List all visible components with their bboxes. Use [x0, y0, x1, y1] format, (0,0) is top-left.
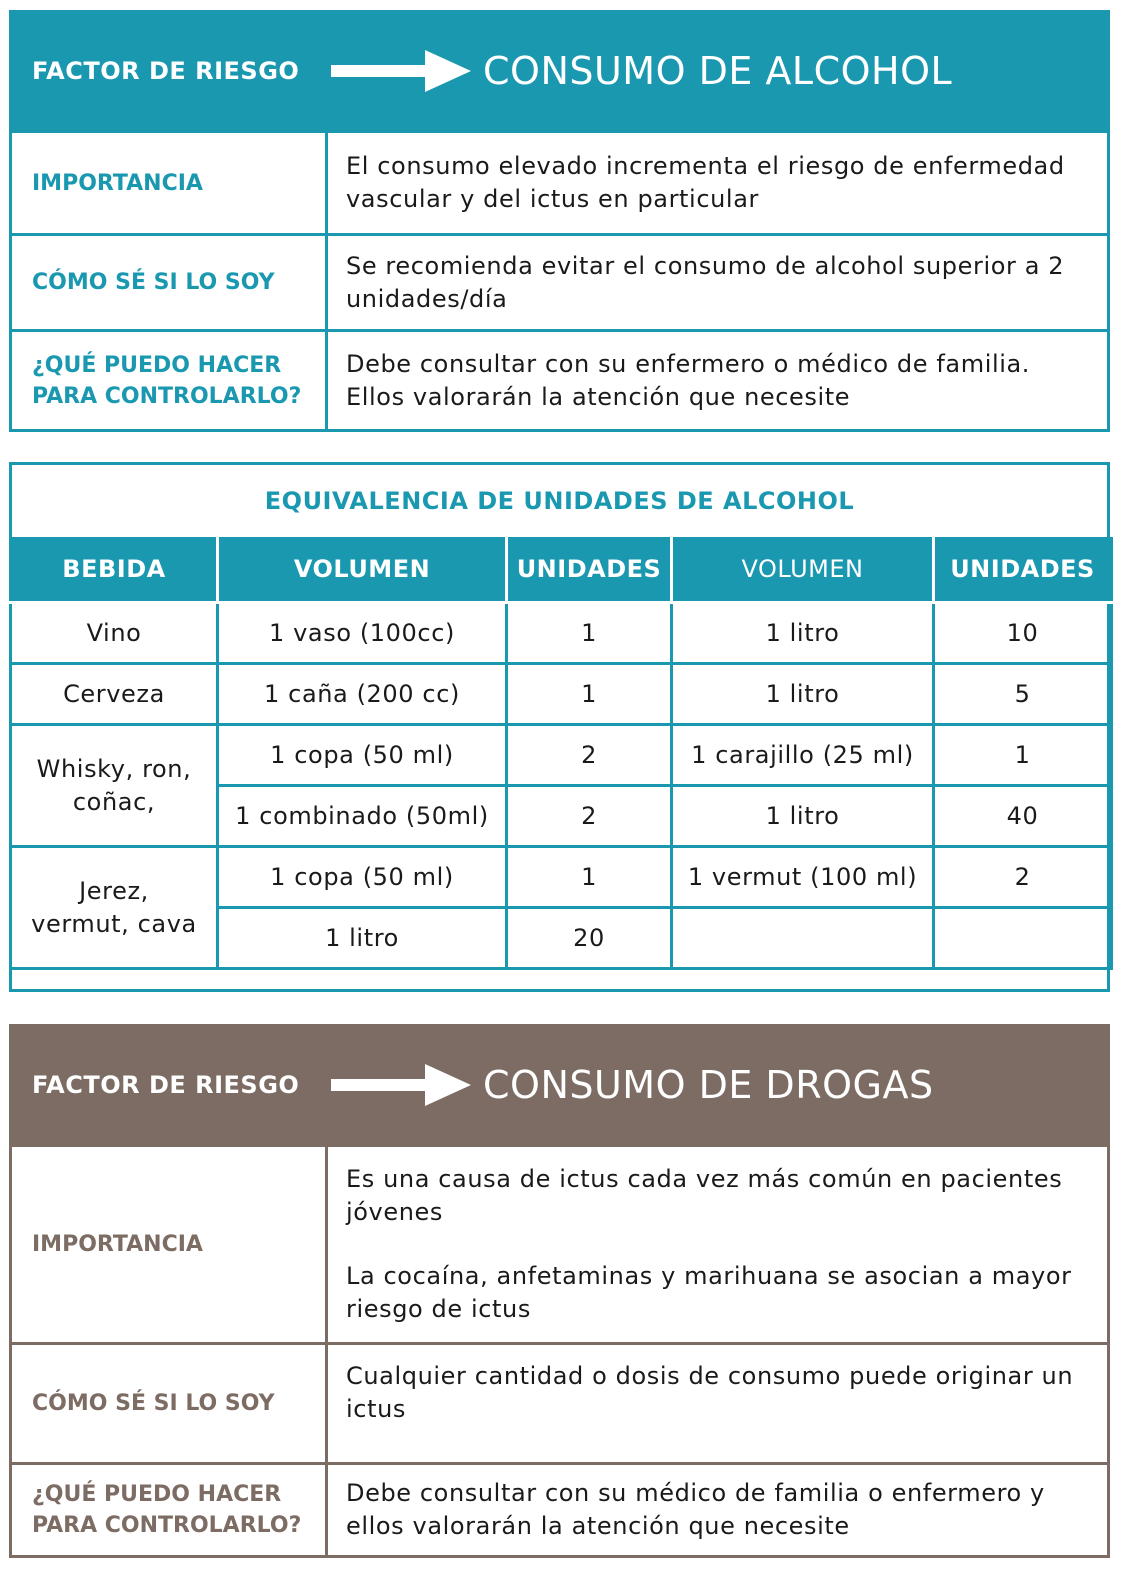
table-row	[11, 1146, 1109, 1344]
drink-whisky: Whisky, ron, coñac,	[11, 725, 218, 847]
cell-units-2: 5	[934, 664, 1112, 725]
alcohol-units-equivalence	[9, 462, 1110, 992]
alcohol-header-band	[9, 10, 1110, 132]
table-row	[11, 132, 1109, 235]
row-text-que-hacer: Debe consultar con su médico de familia o enfermero y ellos valorarán la atención que necesite	[327, 1464, 1109, 1557]
row-label-como-se: CÓMO SÉ SI LO SOY	[11, 1344, 327, 1464]
cell-units-2: 1	[934, 725, 1112, 786]
alcohol-kicker: FACTOR DE RIESGO	[32, 57, 300, 85]
cell-units-2: 2	[934, 847, 1112, 908]
cell-units: 2	[507, 725, 672, 786]
cell-volume: 1 caña (200 cc)	[218, 664, 507, 725]
header-volumen-2: VOLUMEN	[672, 537, 934, 603]
cell-volume-2: 1 litro	[672, 664, 934, 725]
table-header-row	[11, 537, 1112, 603]
header-volumen: VOLUMEN	[218, 537, 507, 603]
drugs-kicker: FACTOR DE RIESGO	[32, 1071, 300, 1099]
importancia-paragraph-2: La cocaína, anfetaminas y marihuana se asocian a mayor riesgo de ictus	[346, 1262, 1072, 1323]
equivalence-table	[9, 537, 1113, 970]
header-unidades: UNIDADES	[507, 537, 672, 603]
cell-units: 1	[507, 603, 672, 664]
row-text-importancia: El consumo elevado incrementa el riesgo de enfermedad vascular y del ictus en particular	[327, 132, 1109, 235]
drink-cerveza: Cerveza	[11, 664, 218, 725]
drugs-risk-card	[9, 1024, 1110, 1560]
row-label-importancia: IMPORTANCIA	[11, 1146, 327, 1344]
table-row	[11, 603, 1112, 664]
cell-volume: 1 combinado (50ml)	[218, 786, 507, 847]
alcohol-risk-table	[9, 130, 1110, 432]
importancia-paragraph-1: Es una causa de ictus cada vez más común en pacientes jóvenes	[346, 1165, 1063, 1226]
cell-volume-2: 1 vermut (100 ml)	[672, 847, 934, 908]
cell-units-2	[934, 908, 1112, 969]
row-text-que-hacer: Debe consultar con su enfermero o médico de familia. Ellos valorarán la atención que necesite	[327, 331, 1109, 431]
table-row	[11, 1464, 1109, 1557]
table-row	[11, 331, 1109, 431]
drugs-title: CONSUMO DE DROGAS	[483, 1063, 934, 1107]
cell-volume: 1 copa (50 ml)	[218, 725, 507, 786]
row-label-como-se: CÓMO SÉ SI LO SOY	[11, 235, 327, 331]
row-text-importancia	[327, 1146, 1109, 1344]
drink-jerez: Jerez, vermut, cava	[11, 847, 218, 969]
table-row	[11, 235, 1109, 331]
table-row	[11, 664, 1112, 725]
equivalence-title: EQUIVALENCIA DE UNIDADES DE ALCOHOL	[264, 487, 855, 515]
cell-volume: 1 litro	[218, 908, 507, 969]
cell-volume: 1 copa (50 ml)	[218, 847, 507, 908]
cell-volume-2	[672, 908, 934, 969]
drink-vino: Vino	[11, 603, 218, 664]
row-text-como-se: Cualquier cantidad o dosis de consumo puede originar un ictus	[327, 1344, 1109, 1464]
alcohol-title: CONSUMO DE ALCOHOL	[483, 49, 953, 93]
table-row	[11, 1344, 1109, 1464]
cell-units: 2	[507, 786, 672, 847]
alcohol-risk-card	[9, 10, 1110, 432]
cell-volume-2: 1 carajillo (25 ml)	[672, 725, 934, 786]
cell-units-2: 10	[934, 603, 1112, 664]
drugs-risk-table	[9, 1144, 1110, 1558]
drugs-header-band	[9, 1024, 1110, 1146]
right-arrow-icon	[331, 1064, 471, 1106]
row-label-que-hacer: ¿QUÉ PUEDO HACER PARA CONTROLARLO?	[11, 1464, 327, 1557]
header-unidades-2: UNIDADES	[934, 537, 1112, 603]
header-bebida: BEBIDA	[11, 537, 218, 603]
row-label-que-hacer: ¿QUÉ PUEDO HACER PARA CONTROLARLO?	[11, 331, 327, 431]
right-arrow-icon	[331, 50, 471, 92]
row-text-como-se: Se recomienda evitar el consumo de alcohol superior a 2 unidades/día	[327, 235, 1109, 331]
cell-volume: 1 vaso (100cc)	[218, 603, 507, 664]
cell-units-2: 40	[934, 786, 1112, 847]
cell-units: 1	[507, 847, 672, 908]
table-row	[11, 725, 1112, 786]
cell-units: 1	[507, 664, 672, 725]
cell-units: 20	[507, 908, 672, 969]
row-label-importancia: IMPORTANCIA	[11, 132, 327, 235]
cell-volume-2: 1 litro	[672, 786, 934, 847]
table-row	[11, 847, 1112, 908]
cell-volume-2: 1 litro	[672, 603, 934, 664]
